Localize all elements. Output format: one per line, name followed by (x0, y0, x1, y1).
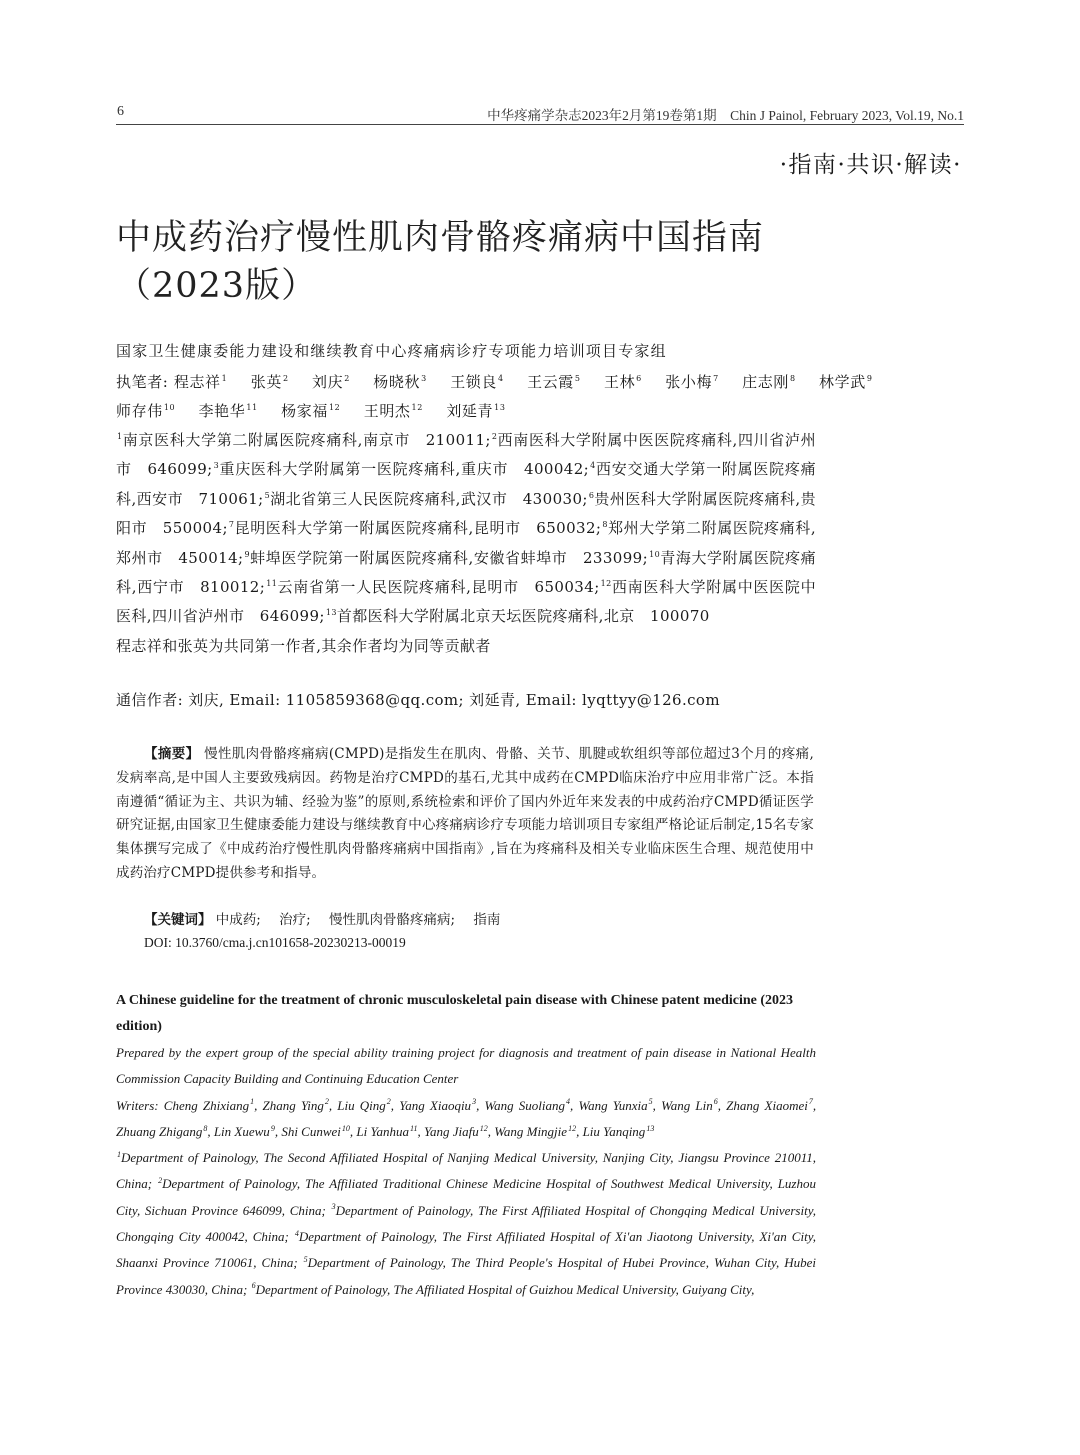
affiliation: $^7$昆明医科大学第一附属医院疼痛科,昆明市 650032; (228, 519, 602, 538)
writer: Shi Cunwei$^{10}$, (281, 1123, 357, 1139)
header-rule (116, 124, 964, 125)
writer: Yang Xiaoqiu$^3$, (399, 1097, 485, 1113)
article-title (116, 214, 764, 310)
writer: Wang Suoliang$^4$, (484, 1097, 579, 1113)
writer: Wang Mingjie$^{12}$, (494, 1123, 583, 1139)
affiliation: $^2$西南医科大学附属中医医院疼痛科,四川省泸州市 646099; (116, 431, 816, 479)
affiliation: $^4$西安交通大学第一附属医院疼痛科,西安市 710061; (116, 460, 817, 508)
writer: Lin Xuewu$^9$, (213, 1123, 282, 1139)
authors-label: 执笔者: (116, 373, 169, 391)
affiliation-block (116, 426, 816, 661)
running-head: 中华疼痛学杂志2023年2月第19卷第1期 Chin J Painol, February 2023, Vol.19, No.1 (487, 108, 964, 123)
affiliation: $^8$郑州大学第二附属医院疼痛科,郑州市 450014; (116, 519, 816, 567)
author: 程志祥$^1$ (173, 373, 228, 391)
author: 张英$^2$ (250, 373, 289, 391)
writer: Zhuang Zhigang$^8$, (116, 1123, 214, 1139)
affiliation: $^{12}$西南医科大学附属中医医院中医科,四川省泸州市 646099; (116, 578, 817, 626)
abstract-label: 【摘要】 (144, 746, 200, 762)
writer: Zhang Xiaomei$^7$, (726, 1097, 817, 1113)
keywords-label: 【关键词】 (144, 912, 212, 928)
affiliation: $^5$湖北省第三人民医院疼痛科,武汉市 430030; (264, 489, 588, 508)
english-writers (116, 1093, 816, 1146)
affiliation: $^3$重庆医科大学附属第一医院疼痛科,重庆市 400042; (213, 460, 590, 479)
english-affiliation: $^5$Department of Painology, The Third People's Hospital of Hubei Province, Wuhan City, Hubei Province 430030, China; (116, 1255, 817, 1297)
author: 庄志刚$^8$ (742, 373, 796, 391)
author-list (116, 368, 971, 426)
keyword: 治疗; (279, 912, 311, 928)
english-front-matter (116, 1040, 816, 1303)
writer: Liu Qing$^2$, (337, 1097, 400, 1113)
title-line-1: 中成药治疗慢性肌肉骨骼疼痛病中国指南 (116, 218, 765, 258)
writer: Liu Yanqing$^{13}$ (582, 1123, 655, 1139)
writer: Wang Lin$^6$, (661, 1097, 727, 1113)
affiliation: $^1$南京医科大学第二附属医院疼痛科,南京市 210011; (117, 431, 491, 449)
writer: Cheng Zhixiang$^1$, (163, 1097, 263, 1113)
author: 王林$^6$ (603, 373, 642, 391)
author: 王明杰$^{12}$ (363, 402, 423, 420)
english-affiliations (116, 1145, 816, 1303)
abstract (116, 743, 814, 886)
affiliation: $^{13}$首都医科大学附属北京天坛医院疼痛科,北京 100070 (325, 607, 710, 626)
writer: Zhang Ying$^2$, (262, 1097, 338, 1113)
keyword: 指南 (473, 912, 501, 928)
affiliation: $^9$蚌埠医学院第一附属医院疼痛科,安徽省蚌埠市 233099; (244, 548, 649, 567)
english-affiliation: $^6$Department of Painology, The Affiliated Hospital of Guizhou Medical University, Guiyang City, (251, 1281, 755, 1297)
writer: Wang Yunxia$^5$, (578, 1097, 662, 1113)
author: 师存伟$^{10}$ (116, 402, 176, 420)
co-first-author-note: 程志祥和张英为共同第一作者,其余作者均为同等贡献者 (116, 636, 491, 655)
author: 张小梅$^7$ (665, 373, 719, 391)
author: 李艳华$^{11}$ (198, 402, 258, 420)
abstract-text: 慢性肌肉骨骼疼痛病(CMPD)是指发生在肌肉、骨骼、关节、肌腱或软组织等部位超过3个月的疼痛,发病率高,是中国人主要致残病因。药物是治疗CMPD的基石,尤其中成药在CMPD临床治疗中应用非常广泛。本指南遵循“循证为主、共识为辅、经验为鉴”的原则,系统检索和评价了国内外近年来发表的中成药治疗CMPD循证医学研究证据,由国家卫生健康委能力建设与继续教育中心疼痛病诊疗专项能力培训项目专家组严格论证后制定,15名专家集体撰写完成了《中成药治疗慢性肌肉骨骼疼痛病中国指南》,旨在为疼痛科及相关专业临床医生合理、规范使用中成药治疗CMPD提供参考和指导。 (116, 746, 814, 881)
affiliation: $^{10}$青海大学附属医院疼痛科,西宁市 810012; (116, 548, 816, 597)
author: 王锁良$^4$ (450, 373, 504, 391)
keyword: 中成药; (215, 912, 261, 928)
english-affiliation: $^2$Department of Painology, The Affiliated Traditional Chinese Medicine Hospital of Southwest Medical University, Luzhou City, Sichuan Province 646099, China; (116, 1176, 816, 1218)
author: 刘延青$^{13}$ (446, 402, 506, 420)
author: 王云霞$^5$ (527, 373, 581, 391)
writer: Yang Jiafu$^{12}$, (423, 1123, 495, 1139)
english-prepared-by: Prepared by the expert group of the special ability training project for diagnosis and treatment of pain disease in National Health Commission Capacity Building and Continuing Education Center (116, 1045, 816, 1087)
column-heading: ·指南·共识·解读· (779, 152, 962, 178)
affiliation: $^{11}$云南省第一人民医院疼痛科,昆明市 650034; (266, 578, 600, 597)
writers-label: Writers: (116, 1097, 159, 1113)
page-number: 6 (117, 104, 124, 119)
english-affiliation: $^4$Department of Painology, The First Affiliated Hospital of Xi'an Jiaotong University, Xi'an City, Shaanxi Province 710061, China; (116, 1228, 817, 1271)
keywords (144, 908, 514, 928)
doi: DOI: 10.3760/cma.j.cn101658-20230213-00019 (144, 935, 406, 950)
english-affiliation: $^3$Department of Painology, The First Affiliated Hospital of Chongqing Medical University, Chongqing City 400042, China; (116, 1202, 817, 1245)
english-affiliation: $^1$Department of Painology, The Second Affiliated Hospital of Nanjing Medical University, Nanjing City, Jiangsu Province 210011, China; (116, 1149, 816, 1192)
title-line-2: （2023版） (116, 266, 318, 306)
writer: Li Yanhua$^{11}$, (356, 1123, 424, 1139)
author: 杨家福$^{12}$ (281, 402, 341, 420)
expert-group: 国家卫生健康委能力建设和继续教育中心疼痛病诊疗专项能力培训项目专家组 (116, 342, 667, 360)
author: 杨晓秋$^3$ (373, 373, 427, 391)
author: 刘庆$^2$ (312, 373, 350, 391)
affiliation: $^6$贵州医科大学附属医院疼痛科,贵阳市 550004; (116, 489, 816, 538)
keyword: 慢性肌肉骨骼疼痛病; (329, 912, 456, 928)
correspondence: 通信作者: 刘庆, Email: 1105859368@qq.com; 刘延青, Email: lyqttyy@126.com (116, 691, 720, 709)
english-title: A Chinese guideline for the treatment of chronic musculoskeletal pain disease with Chinese patent medicine (2023 edition) (116, 993, 794, 1034)
author: 林学武$^9$ (819, 373, 873, 391)
